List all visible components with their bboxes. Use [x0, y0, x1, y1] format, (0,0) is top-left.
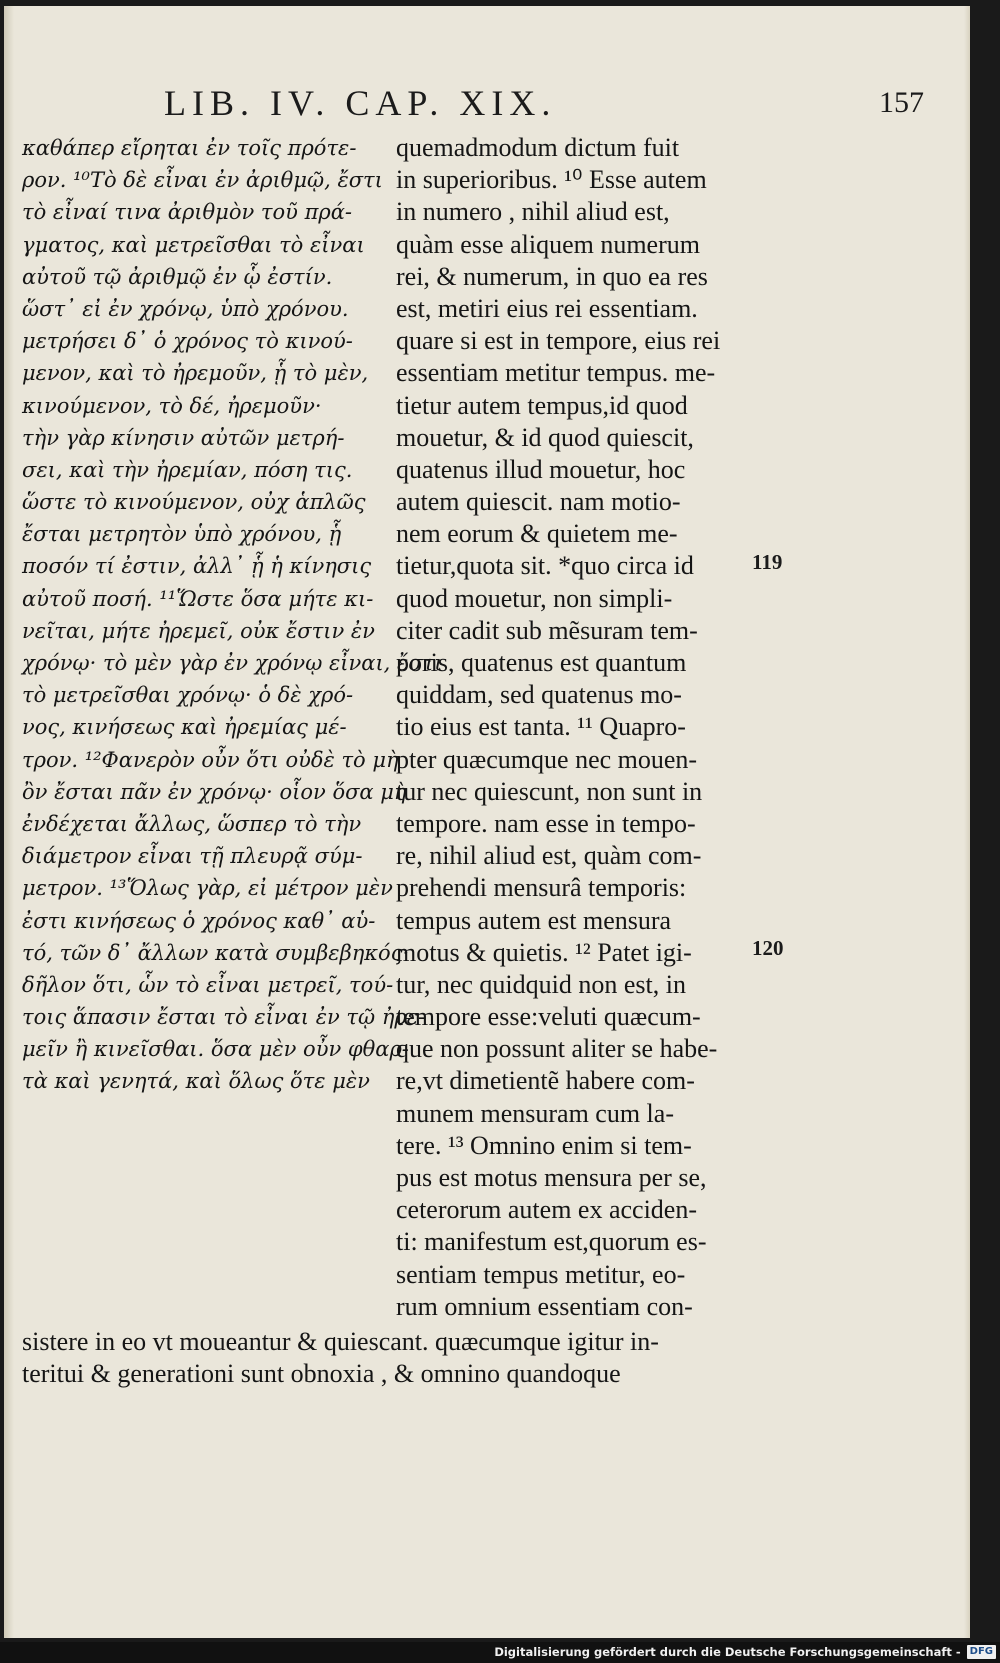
latin-text-line: que non possunt aliter se habe- — [396, 1034, 718, 1064]
greek-text-line: ὥστε τὸ κινούμενον, οὐχ ἁπλῶς — [22, 490, 366, 515]
greek-text-line: σει, καὶ τὴν ἠρεμίαν, πόση τις. — [22, 457, 353, 482]
latin-text-line: citer cadit sub mẽsuram tem- — [396, 615, 698, 645]
greek-text-line: ὂν ἔσται πᾶν ἐν χρόνῳ· οἷον ὅσα μὴ — [22, 779, 407, 804]
latin-text-column — [396, 132, 741, 1323]
latin-text-line: quàm esse aliquem numerum — [396, 229, 700, 259]
latin-text-line: essentiam metitur tempus. me- — [396, 358, 716, 388]
page-edge-shadow — [964, 6, 970, 1638]
greek-text-line: αὐτοῦ ποσή. ¹¹Ὥστε ὅσα μήτε κι- — [22, 586, 374, 611]
latin-text-line: motus & quietis. ¹² Patet igi- — [396, 937, 692, 967]
latin-text-line: tempus autem est mensura — [396, 905, 672, 935]
margin-note-119: 119 — [752, 550, 783, 574]
latin-text-line: pter quæcumque nec mouen- — [396, 744, 698, 774]
greek-text-line: τό, τῶν δ᾽ ἄλλων κατὰ συμβεβηκός· — [22, 940, 410, 965]
credit-text: Digitalisierung gefördert durch die Deutsche Forschungsgemeinschaft - — [494, 1645, 961, 1659]
greek-text-line: νεῖται, μήτε ἠρεμεῖ, οὐκ ἔστιν ἐν — [22, 618, 375, 643]
full-width-text-line: teritui & generationi sunt obnoxia , & omnino quandoque — [22, 1359, 621, 1389]
greek-text-line: διάμετρον εἶναι τῇ πλευρᾷ σύμ- — [22, 844, 363, 869]
latin-text-line: prehendi mensurâ temporis: — [396, 873, 687, 903]
greek-text-line: χρόνῳ· τὸ μὲν γὰρ ἐν χρόνῳ εἶναι, ἔστι — [22, 651, 443, 675]
latin-text-line: re,vt dimetientẽ habere com- — [396, 1066, 695, 1096]
latin-text-line: in numero , nihil aliud est, — [396, 197, 670, 227]
greek-text-line: μετρον. ¹³Ὅλως γὰρ, εἰ μέτρον μὲν — [22, 876, 393, 901]
latin-text-line: est, metiri eius rei essentiam. — [396, 293, 698, 323]
greek-text-line: ποσόν τί ἐστιν, ἀλλ᾽ ᾗ ἡ κίνησις — [22, 554, 372, 579]
greek-text-line: κινούμενον, τὸ δέ, ἠρεμοῦν· — [22, 393, 322, 418]
latin-text-line: tere. ¹³ Omnino enim si tem- — [396, 1130, 692, 1160]
greek-text-line: γματος, καὶ μετρεῖσθαι τὸ εἶναι — [22, 232, 365, 257]
greek-text-line: μετρήσει δ᾽ ὁ χρόνος τὸ κινού- — [22, 329, 353, 354]
greek-text-column — [22, 132, 443, 1098]
page-gutter-shadow — [4, 6, 14, 1638]
latin-text-line: poris, quatenus est quantum — [396, 648, 687, 677]
latin-text-line: autem quiescit. nam motio- — [396, 487, 681, 517]
greek-text-line: τὰ καὶ γενητά, καὶ ὅλως ὅτε μὲν — [22, 1069, 370, 1094]
greek-text-line: ἐνδέχεται ἄλλως, ὥσπερ τὸ τὴν — [22, 811, 362, 836]
latin-text-line: ti: manifestum est,quorum es- — [396, 1227, 707, 1257]
latin-text-line: rei, & numerum, in quo ea res — [396, 261, 708, 291]
greek-text-line: καθάπερ εἴρηται ἐν τοῖς πρότε- — [22, 136, 357, 160]
running-title: LIB. IV. CAP. XIX. — [164, 83, 557, 123]
dfg-logo: DFG — [967, 1645, 996, 1659]
full-width-text-line: sistere in eo vt moueantur & quiescant. quæcumque igitur in- — [22, 1327, 659, 1356]
greek-text-line: ρον. ¹⁰Τὸ δὲ εἶναι ἐν ἀριθμῷ, ἔστι — [22, 168, 383, 193]
greek-text-line: τὴν γὰρ κίνησιν αὐτῶν μετρή- — [22, 425, 345, 450]
greek-text-line: ἐστι κινήσεως ὁ χρόνος καθ᾽ αὑ- — [22, 908, 376, 933]
latin-text-line: quemadmodum dictum fuit — [396, 133, 680, 162]
latin-text-line: tio eius est tanta. ¹¹ Quapro- — [396, 712, 686, 742]
latin-text-line: nem eorum & quietem me- — [396, 519, 678, 549]
greek-text-line: δῆλον ὅτι, ὧν τὸ εἶναι μετρεῖ, τού- — [22, 972, 394, 997]
latin-text-line: ceterorum autem ex acciden- — [396, 1195, 697, 1225]
latin-text-line: quare si est in tempore, eius rei — [396, 326, 721, 356]
greek-text-line: νος, κινήσεως καὶ ἠρεμίας μέ- — [22, 715, 347, 740]
full-width-text — [22, 1326, 742, 1390]
latin-text-line: sentiam tempus metitur, eo- — [396, 1259, 686, 1289]
latin-text-line: rum omnium essentiam con- — [396, 1291, 693, 1321]
margin-note-120: 120 — [752, 936, 784, 960]
greek-text-line: μεῖν ἢ κινεῖσθαι. ὅσα μὲν οὖν φθαρ- — [22, 1037, 409, 1062]
greek-text-line: τρον. ¹²Φανερὸν οὖν ὅτι οὐδὲ τὸ μὴ — [22, 747, 399, 772]
greek-text-line: ἔσται μετρητὸν ὑπὸ χρόνου, ᾗ — [22, 522, 342, 547]
latin-text-line: quatenus illud mouetur, hoc — [396, 454, 686, 484]
latin-text-line: tempore. nam esse in tempo- — [396, 808, 696, 838]
latin-text-line: tur nec quiescunt, non sunt in — [396, 776, 703, 806]
latin-text-line: in superioribus. ¹⁰ Esse autem — [396, 165, 707, 195]
page-header — [164, 82, 924, 126]
page-number: 157 — [879, 86, 924, 119]
digitization-credit — [494, 1643, 996, 1661]
latin-text-line: tempore esse:veluti quæcum- — [396, 1002, 701, 1032]
greek-text-line: τὸ εἶναί τινα ἀριθμὸν τοῦ πρά- — [22, 200, 353, 225]
latin-text-line: tur, nec quidquid non est, in — [396, 969, 686, 999]
latin-text-line: tietur autem tempus,id quod — [396, 390, 688, 420]
greek-text-line: αὐτοῦ τῷ ἀριθμῷ ἐν ᾧ ἐστίν. — [22, 264, 333, 289]
latin-text-line: quiddam, sed quatenus mo- — [396, 680, 682, 710]
latin-text-line: munem mensuram cum la- — [396, 1098, 674, 1128]
greek-text-line: τοις ἅπασιν ἔσται τὸ εἶναι ἐν τῷ ἠρε- — [22, 1005, 426, 1030]
latin-text-line: mouetur, & id quod quiescit, — [396, 422, 694, 452]
greek-text-line: τὸ μετρεῖσθαι χρόνῳ· ὁ δὲ χρό- — [22, 683, 354, 708]
book-page — [4, 6, 970, 1638]
latin-text-line: tietur,quota sit. *quo circa id — [396, 551, 694, 581]
latin-text-line: pus est motus mensura per se, — [396, 1163, 707, 1192]
greek-text-line: μενον, καὶ τὸ ἠρεμοῦν, ᾗ τὸ μὲν, — [22, 361, 369, 386]
latin-text-line: quod mouetur, non simpli- — [396, 583, 673, 613]
latin-text-line: re, nihil aliud est, quàm com- — [396, 841, 702, 871]
greek-text-line: ὥστ᾽ εἰ ἐν χρόνῳ, ὑπὸ χρόνου. — [22, 296, 349, 321]
